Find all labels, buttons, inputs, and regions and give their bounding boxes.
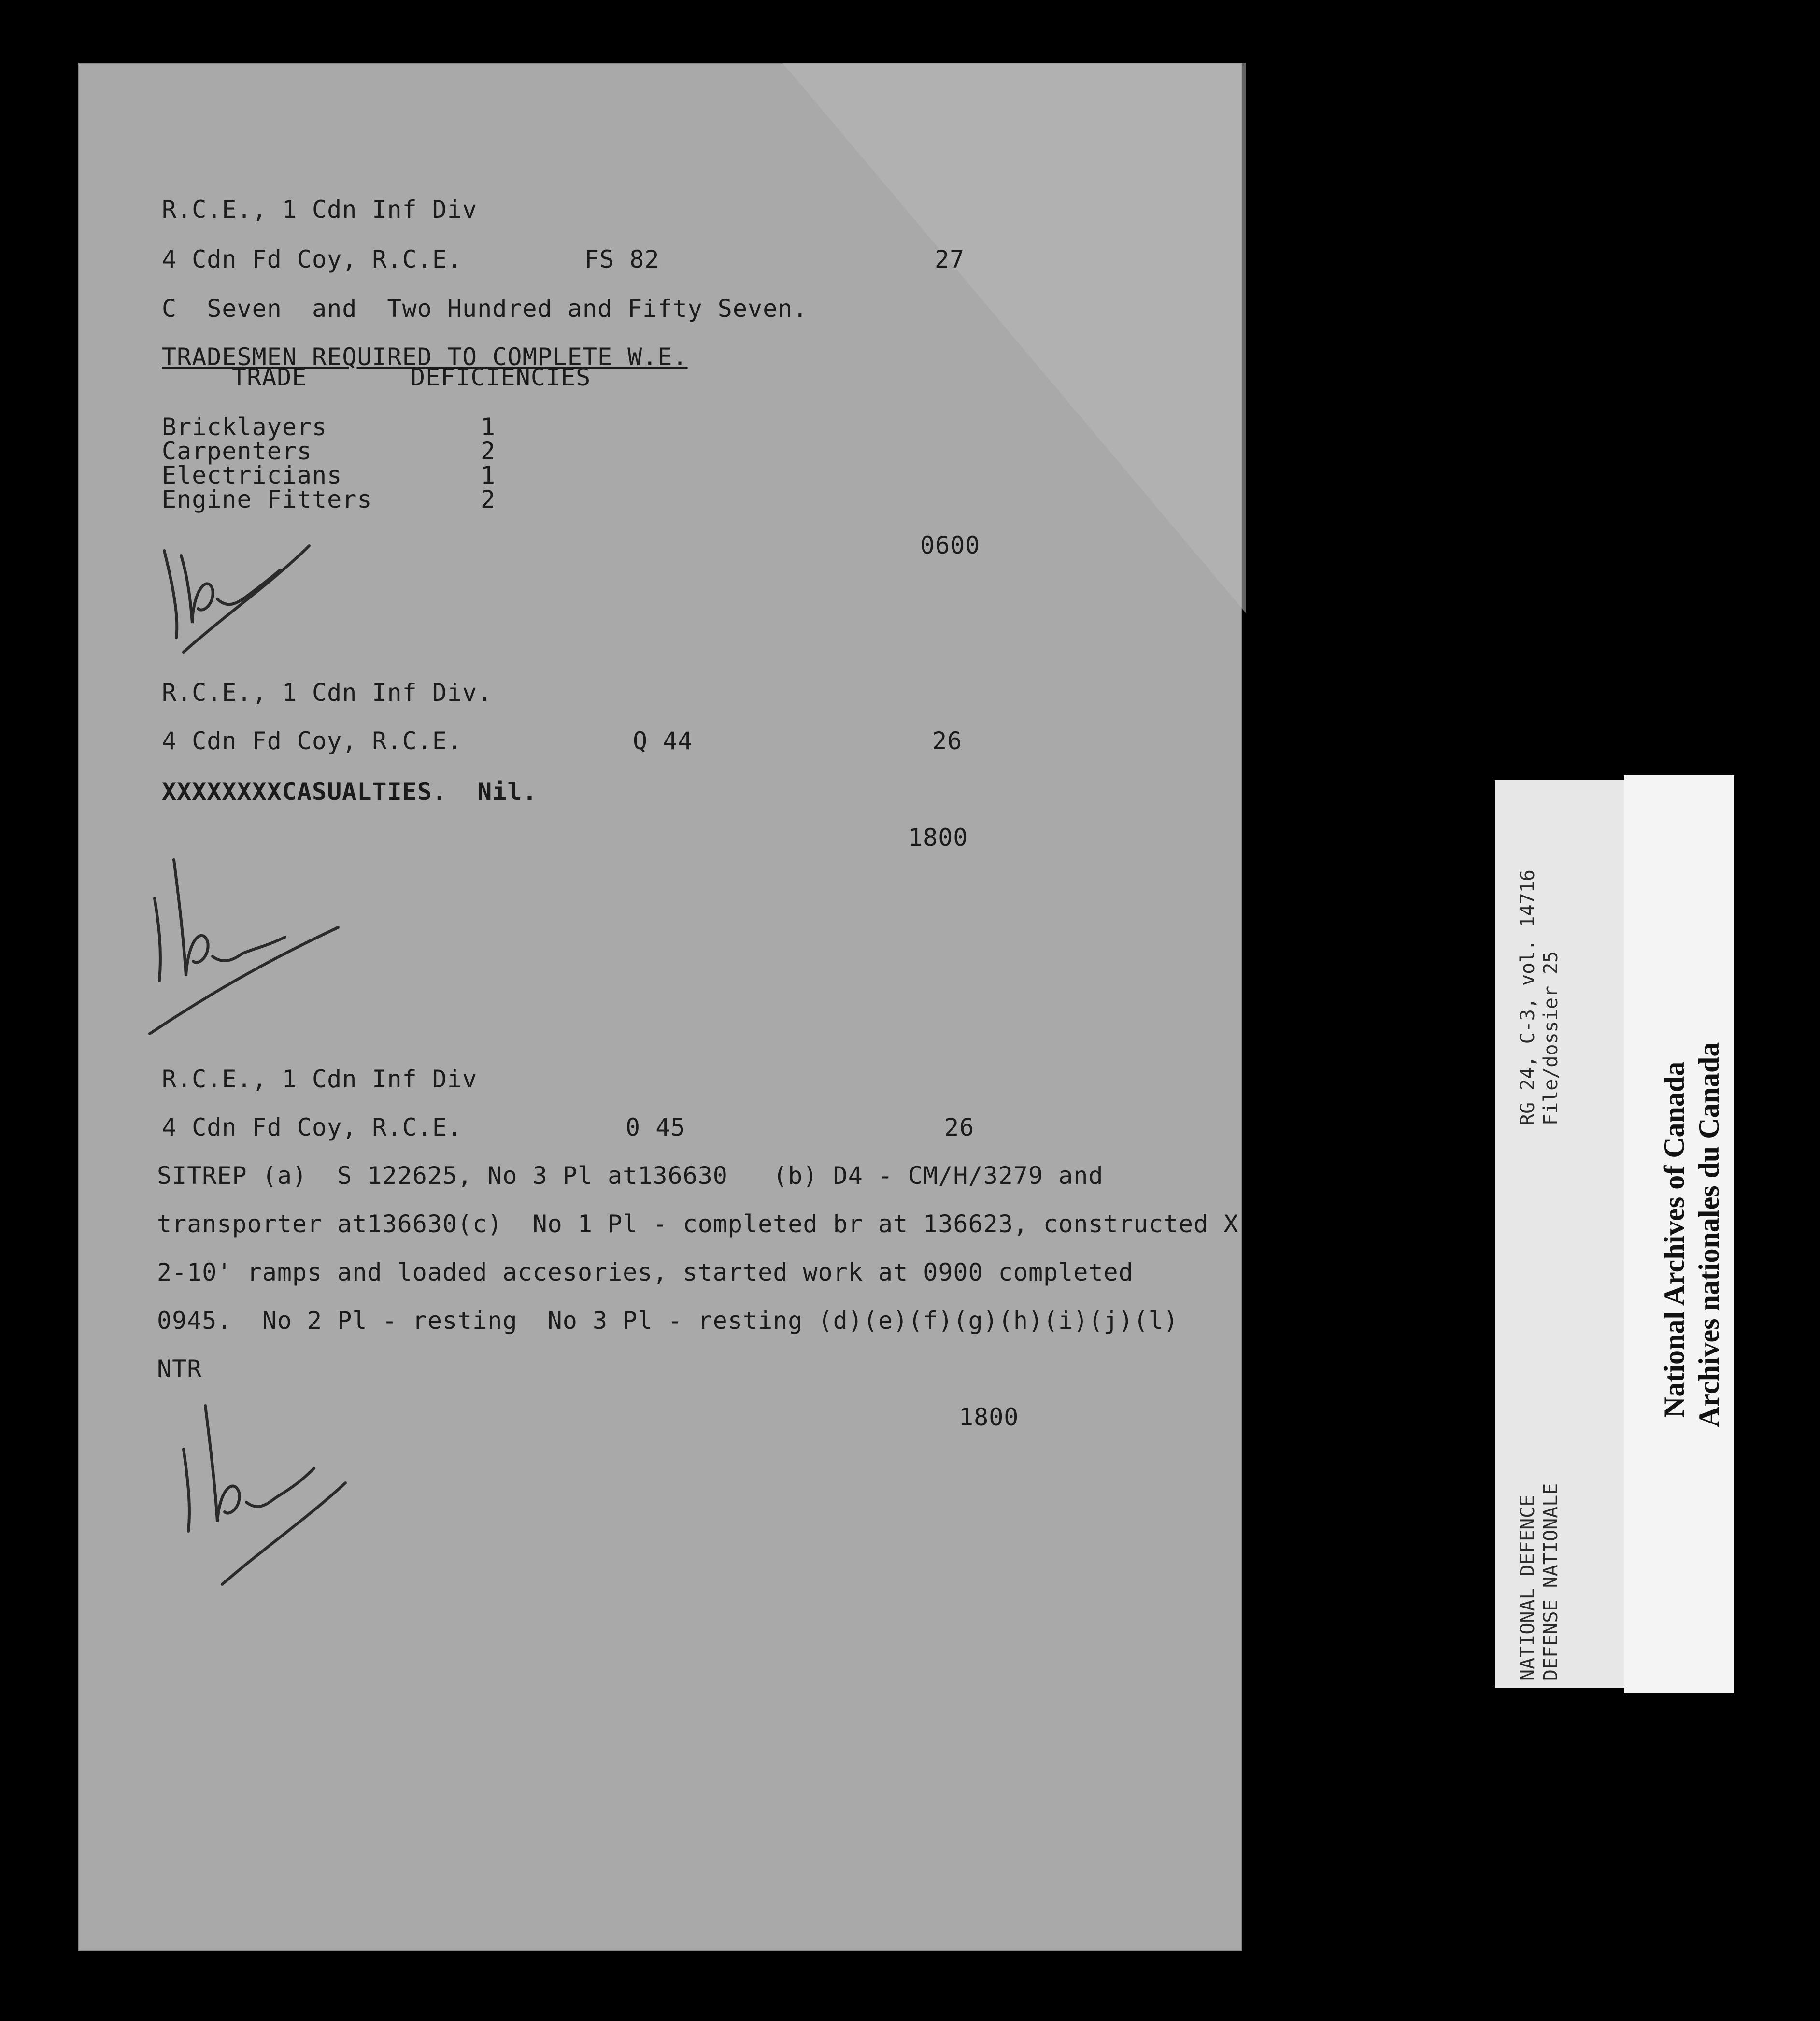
sitrep-line-1: SITREP (a) S 122625, No 3 Pl at136630 (b) D4 - CM/H/3279 and [157, 1162, 1104, 1190]
entry1-text: C Seven and Two Hundred and Fifty Seven. [162, 295, 808, 323]
trade-row-2-name: Carpenters [162, 437, 313, 465]
sitrep-line-2: transporter at136630(c) No 1 Pl - completed br at 136623, constructed X [157, 1210, 1239, 1238]
entry3-coy: 4 Cdn Fd Coy, R.C.E. [162, 1113, 463, 1141]
dept-line-2: DEFENSE NATIONALE [1540, 1483, 1562, 1681]
signature-1 [155, 493, 328, 659]
entry3-unit: R.C.E., 1 Cdn Inf Div [162, 1065, 478, 1093]
archive-name-en: National Archives of Canada [1658, 1061, 1690, 1418]
entry2-date: 26 [932, 727, 963, 755]
entry2-unit: R.C.E., 1 Cdn Inf Div. [162, 679, 493, 707]
archive-ref-line-1: RG 24, C-3, vol. 14716 [1517, 869, 1539, 1125]
sitrep-line-5: NTR [157, 1355, 202, 1383]
archive-ref-line-2: File/dossier 25 [1540, 951, 1562, 1125]
entry1-serial: FS 82 [584, 245, 660, 273]
archive-name-fr: Archives nationales du Canada [1693, 1042, 1725, 1427]
entry3-serial: 0 45 [626, 1113, 686, 1141]
signature-3 [174, 1391, 367, 1596]
trade-row-3-count: 1 [481, 461, 496, 489]
sitrep-line-4: 0945. No 2 Pl - resting No 3 Pl - resting (d)(e)(f)(g)(h)(i)(j)(l) [157, 1307, 1179, 1335]
entry3-time: 1800 [959, 1403, 1019, 1431]
entry1-unit: R.C.E., 1 Cdn Inf Div [162, 196, 478, 224]
entry2-serial: Q 44 [633, 727, 693, 755]
col-trade-header: TRADE [232, 363, 307, 391]
col-def-header: DEFICIENCIES [411, 363, 591, 391]
trade-row-1-name: Bricklayers [162, 413, 327, 441]
signature-2 [140, 840, 353, 1045]
sitrep-line-3: 2-10' ramps and loaded accesories, started work at 0900 completed [157, 1258, 1134, 1286]
entry1-coy: 4 Cdn Fd Coy, R.C.E. [162, 245, 463, 273]
trade-row-4-count: 2 [481, 485, 496, 513]
trade-row-4-name: Engine Fitters [162, 485, 372, 513]
entry2-time: 1800 [908, 824, 968, 852]
entry1-heading: TRADESMEN REQUIRED TO COMPLETE W.E. [162, 343, 688, 371]
entry1-time: 0600 [920, 531, 981, 559]
trade-row-2-count: 2 [481, 437, 496, 465]
entry3-date: 26 [944, 1113, 975, 1141]
entry1-date: 27 [935, 245, 965, 273]
trade-row-3-name: Electricians [162, 461, 342, 489]
trade-row-1-count: 1 [481, 413, 496, 441]
dept-line-1: NATIONAL DEFENCE [1517, 1494, 1539, 1681]
entry2-text: XXXXXXXXCASUALTIES. Nil. [162, 778, 538, 806]
entry2-coy: 4 Cdn Fd Coy, R.C.E. [162, 727, 463, 755]
